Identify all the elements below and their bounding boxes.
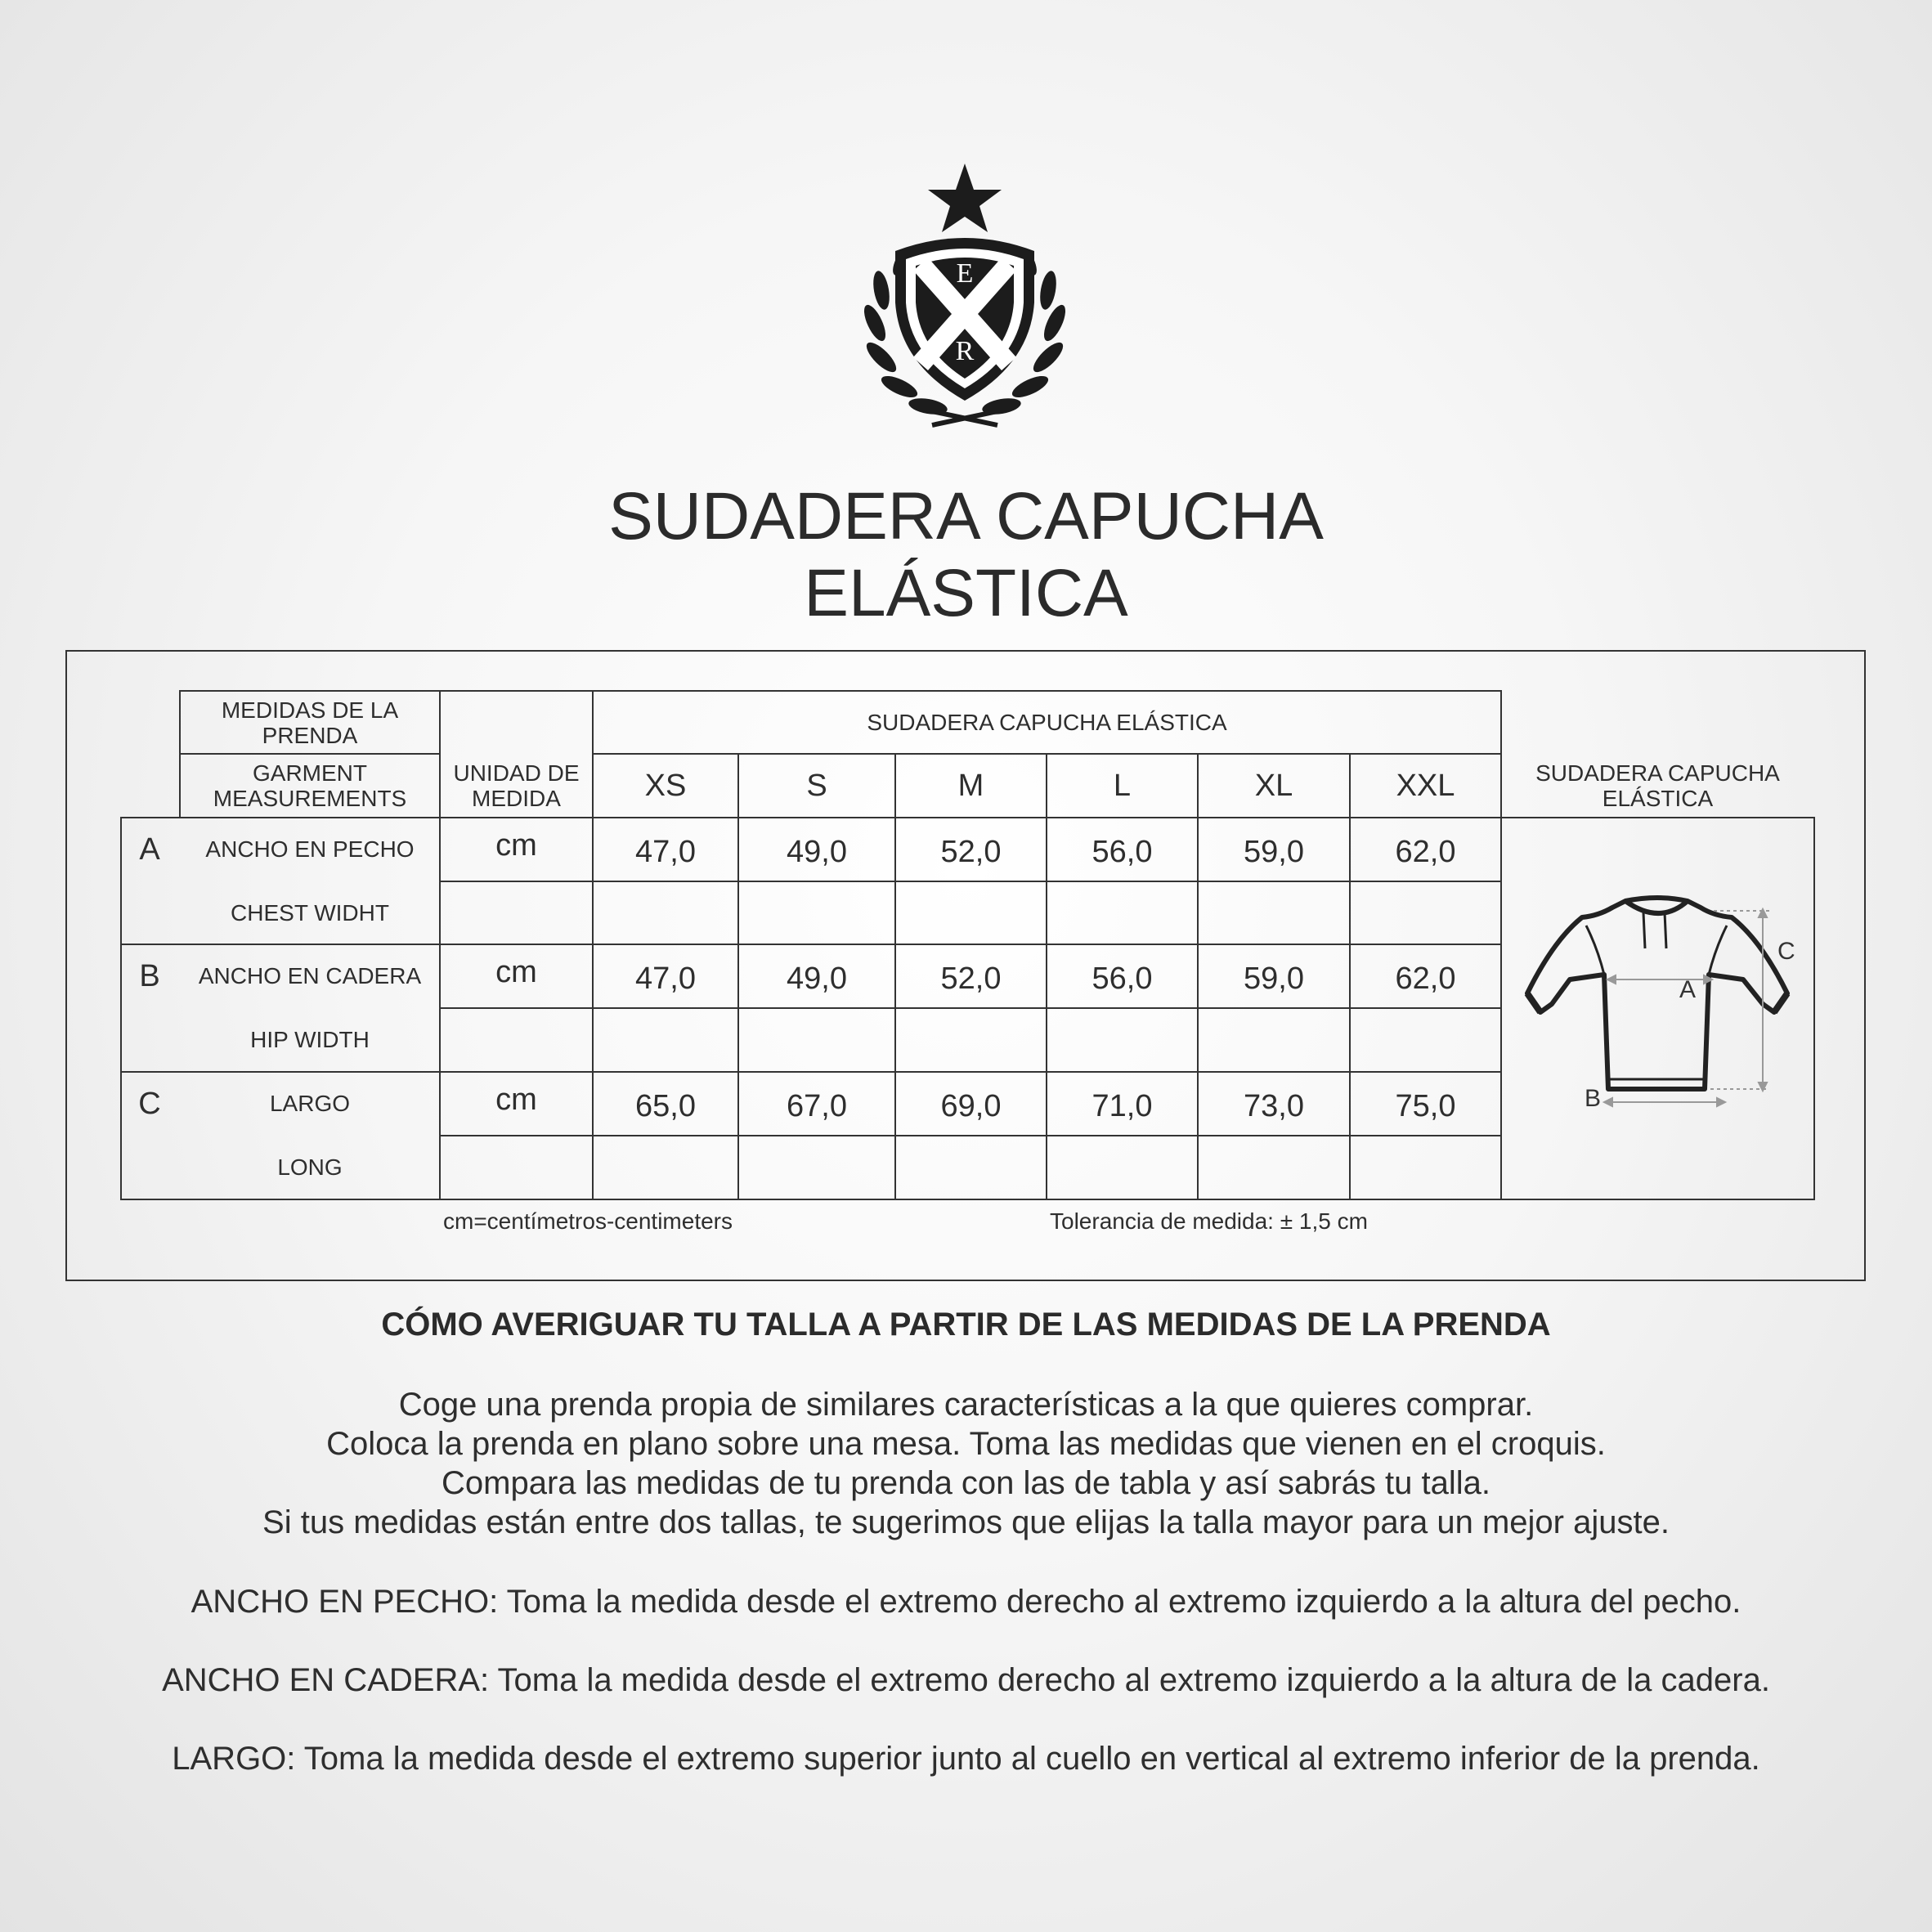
garment-header-es: MEDIDAS DE LA PRENDA <box>221 697 399 748</box>
value-hip-m: 52,0 <box>940 961 1002 996</box>
value-length-xl: 73,0 <box>1244 1088 1304 1123</box>
value-length-l: 71,0 <box>1092 1088 1153 1123</box>
value-length-s: 67,0 <box>787 1088 847 1123</box>
instruction-line: Si tus medidas están entre dos tallas, te sugerimos que elijas la talla mayor para un mejor ajuste. <box>262 1504 1670 1540</box>
size-header-l: L <box>1113 768 1132 803</box>
hoodie-measurement-diagram <box>1521 883 1815 1112</box>
row-unit-chest: cm <box>495 827 537 863</box>
svg-text:E: E <box>956 258 974 289</box>
value-hip-s: 49,0 <box>787 961 847 996</box>
diagram-label-b: B <box>1585 1085 1602 1112</box>
instruction-line: Coloca la prenda en plano sobre una mesa. Toma las medidas que vienen en el croquis. <box>326 1426 1606 1462</box>
row-label-es-length: LARGO <box>269 1091 351 1116</box>
product-header: SUDADERA CAPUCHA ELÁSTICA <box>867 710 1227 735</box>
value-length-m: 69,0 <box>940 1088 1002 1123</box>
diagram-label-c: C <box>1777 938 1795 965</box>
unit-header: UNIDAD DE MEDIDA <box>453 760 580 811</box>
length-instruction: LARGO: Toma la medida desde el extremo superior junto al cuello en vertical al extremo inferior de la prenda. <box>172 1741 1760 1777</box>
illustration-title: SUDADERA CAPUCHA ELÁSTICA <box>1535 760 1780 811</box>
instruction-line: Coge una prenda propia de similares características a la que quieres comprar. <box>398 1387 1534 1423</box>
value-chest-s: 49,0 <box>787 834 847 869</box>
row-letter-a: A <box>139 832 160 867</box>
unit-note: cm=centímetros-centimeters <box>443 1208 733 1234</box>
row-label-es-hip: ANCHO EN CADERA <box>198 963 422 988</box>
size-header-s: S <box>806 768 827 803</box>
value-hip-xs: 47,0 <box>635 961 696 996</box>
row-label-en-chest: CHEST WIDHT <box>231 899 389 926</box>
row-label-en-hip: HIP WIDTH <box>250 1027 370 1052</box>
chest-instruction: ANCHO EN PECHO: Toma la medida desde el extremo derecho al extremo izquierdo a la altura del pecho. <box>191 1584 1741 1620</box>
hip-instruction: ANCHO EN CADERA: Toma la medida desde el extremo derecho al extremo izquierdo a la altura de la cadera. <box>162 1662 1770 1698</box>
instructions-steps <box>0 1385 1932 1542</box>
value-hip-xl: 59,0 <box>1244 961 1304 996</box>
value-chest-xxl: 62,0 <box>1395 834 1456 869</box>
value-hip-l: 56,0 <box>1092 961 1153 996</box>
diagram-label-a: A <box>1679 976 1697 1003</box>
row-label-es-chest: ANCHO EN PECHO <box>205 836 415 862</box>
value-chest-xs: 47,0 <box>635 834 696 869</box>
size-header-m: M <box>957 768 984 803</box>
value-hip-xxl: 62,0 <box>1395 961 1456 996</box>
size-header-xl: XL <box>1254 768 1293 803</box>
tolerance-note: Tolerancia de medida: ± 1,5 cm <box>1050 1208 1368 1234</box>
row-unit-length: cm <box>495 1082 537 1117</box>
value-chest-m: 52,0 <box>940 834 1002 869</box>
row-letter-c: C <box>138 1086 161 1121</box>
size-header-xxl: XXL <box>1396 768 1455 803</box>
instruction-line: Compara las medidas de tu prenda con las de tabla y así sabrás tu talla. <box>442 1465 1490 1501</box>
page-title-line-2: ELÁSTICA <box>804 556 1128 630</box>
row-label-en-length: LONG <box>277 1154 343 1180</box>
value-length-xxl: 75,0 <box>1395 1088 1456 1123</box>
page-title-line-1: SUDADERA CAPUCHA <box>608 479 1324 554</box>
value-length-xs: 65,0 <box>635 1088 696 1123</box>
garment-header-en: GARMENT MEASUREMENTS <box>213 760 407 811</box>
instructions-heading: CÓMO AVERIGUAR TU TALLA A PARTIR DE LAS MEDIDAS DE LA PRENDA <box>381 1307 1551 1343</box>
row-letter-b: B <box>139 958 160 993</box>
svg-text:R: R <box>955 336 975 366</box>
value-chest-xl: 59,0 <box>1244 834 1304 869</box>
value-chest-l: 56,0 <box>1092 834 1153 869</box>
size-header-xs: XS <box>644 768 687 803</box>
row-unit-hip: cm <box>495 954 537 989</box>
